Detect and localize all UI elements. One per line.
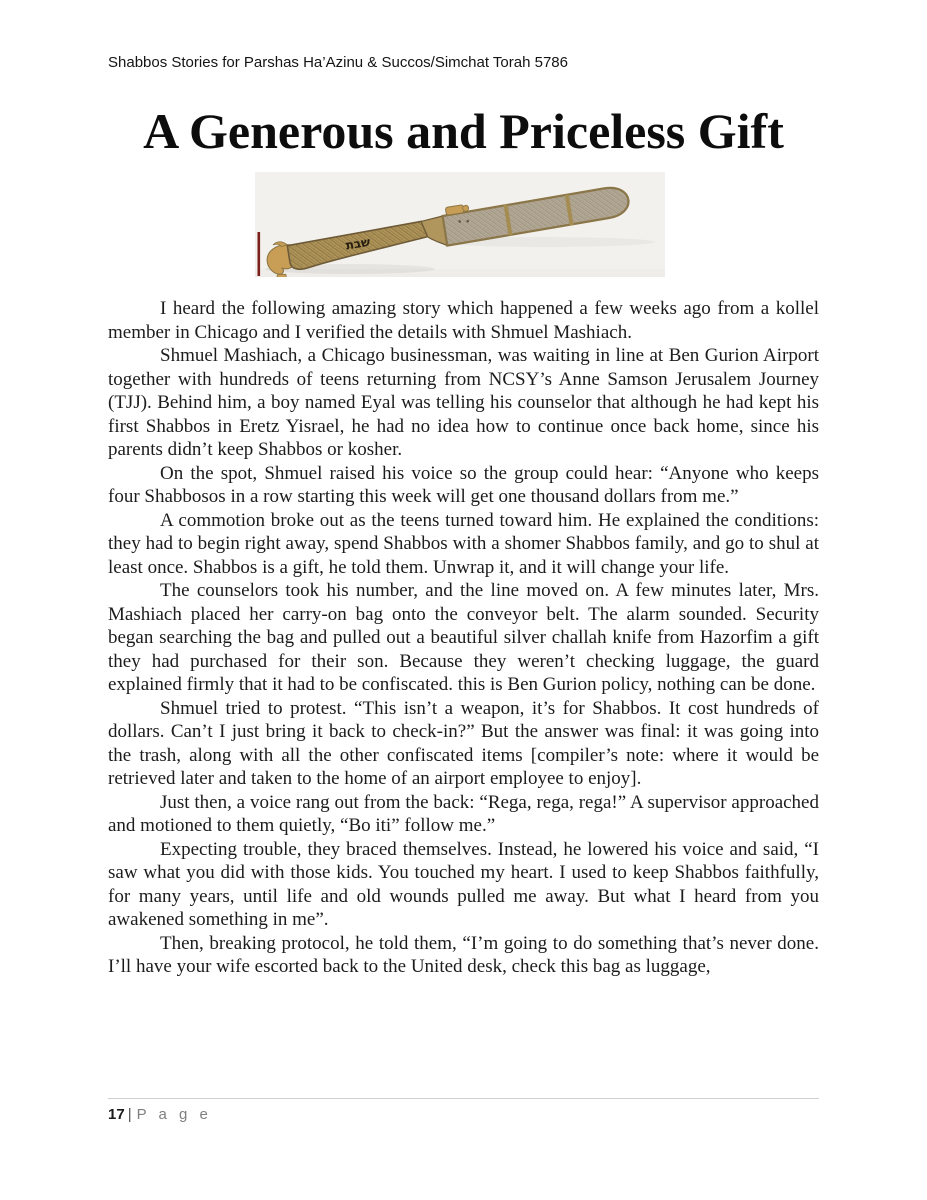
story-paragraph: Shmuel Mashiach, a Chicago businessman, was waiting in line at Ben Gurion Airport together with hundreds of teens returning from NCSY’s Anne Samson Jerusalem Journey (TJJ). Behind him, a boy named Eyal was telling his counselor that although he had kept his first Shabbos in Eretz Yisrael, he had no idea how to continue once back home, since his parents didn’t keep Shabbos or kosher.	[108, 345, 819, 460]
story-paragraph: The counselors took his number, and the line moved on. A few minutes later, Mrs. Mashiach placed her carry-on bag onto the conveyor belt. The alarm sounded. Security began searching the bag and pulled out a beautiful silver challah knife from Hazorfim a gift they had purchased for their son. Because they weren’t checking luggage, the guard explained firmly that it had to be confiscated. this is Ben Gurion policy, nothing can be done.	[108, 580, 819, 695]
article-title: A Generous and Priceless Gift	[143, 103, 784, 159]
knife-engraving-text: שבת	[344, 234, 372, 253]
story-paragraph: A commotion broke out as the teens turned toward him. He explained the conditions: they had to begin right away, spend Shabbos with a shomer Shabbos family, and go to shul at least once. Shabbos is a gift, he told them. Unwrap it, and it will change your life.	[108, 509, 819, 578]
footer-separator: |	[127, 1106, 132, 1123]
page-header	[108, 54, 819, 72]
article-image	[255, 172, 665, 277]
page-footer	[108, 1098, 819, 1123]
photo-edge-artifact	[258, 232, 261, 276]
running-header-text: Shabbos Stories for Parshas Ha’Azinu & Succos/Simchat Torah 5786	[108, 54, 568, 71]
story-paragraph: Expecting trouble, they braced themselves. Instead, he lowered his voice and said, “I saw what you did with those kids. You touched my heart. I used to keep Shabbos faithfully, for many years, until life and old wounds pulled me away. But what I heard from you awakened something in me”.	[108, 838, 819, 930]
story-paragraph: Shmuel tried to protest. “This isn’t a weapon, it’s for Shabbos. It cost hundreds of dollars. Can’t I just bring it back to check-in?” But the answer was final: it was going into the trash, along with all the other confiscated items [compiler’s note: where it would be retrieved later and taken to the home of an airport employee to enjoy].	[108, 697, 819, 789]
article-body	[108, 297, 819, 979]
story-paragraph: On the spot, Shmuel raised his voice so the group could hear: “Anyone who keeps four Shabbosos in a row starting this week will get one thousand dollars from me.”	[108, 462, 819, 507]
page-label: P a g e	[136, 1106, 212, 1123]
page-number: 17	[108, 1106, 125, 1123]
story-paragraph: Just then, a voice rang out from the back: “Rega, rega, rega!” A supervisor approached and motioned to them quietly, “Bo iti” follow me.”	[108, 791, 819, 836]
story-paragraph: Then, breaking protocol, he told them, “I’m going to do something that’s never done. I’ll have your wife escorted back to the United desk, check this bag as luggage,	[108, 932, 819, 977]
challah-knife-image	[255, 172, 665, 277]
story-paragraph: I heard the following amazing story which happened a few weeks ago from a kollel member in Chicago and I verified the details with Shmuel Mashiach.	[108, 298, 819, 343]
